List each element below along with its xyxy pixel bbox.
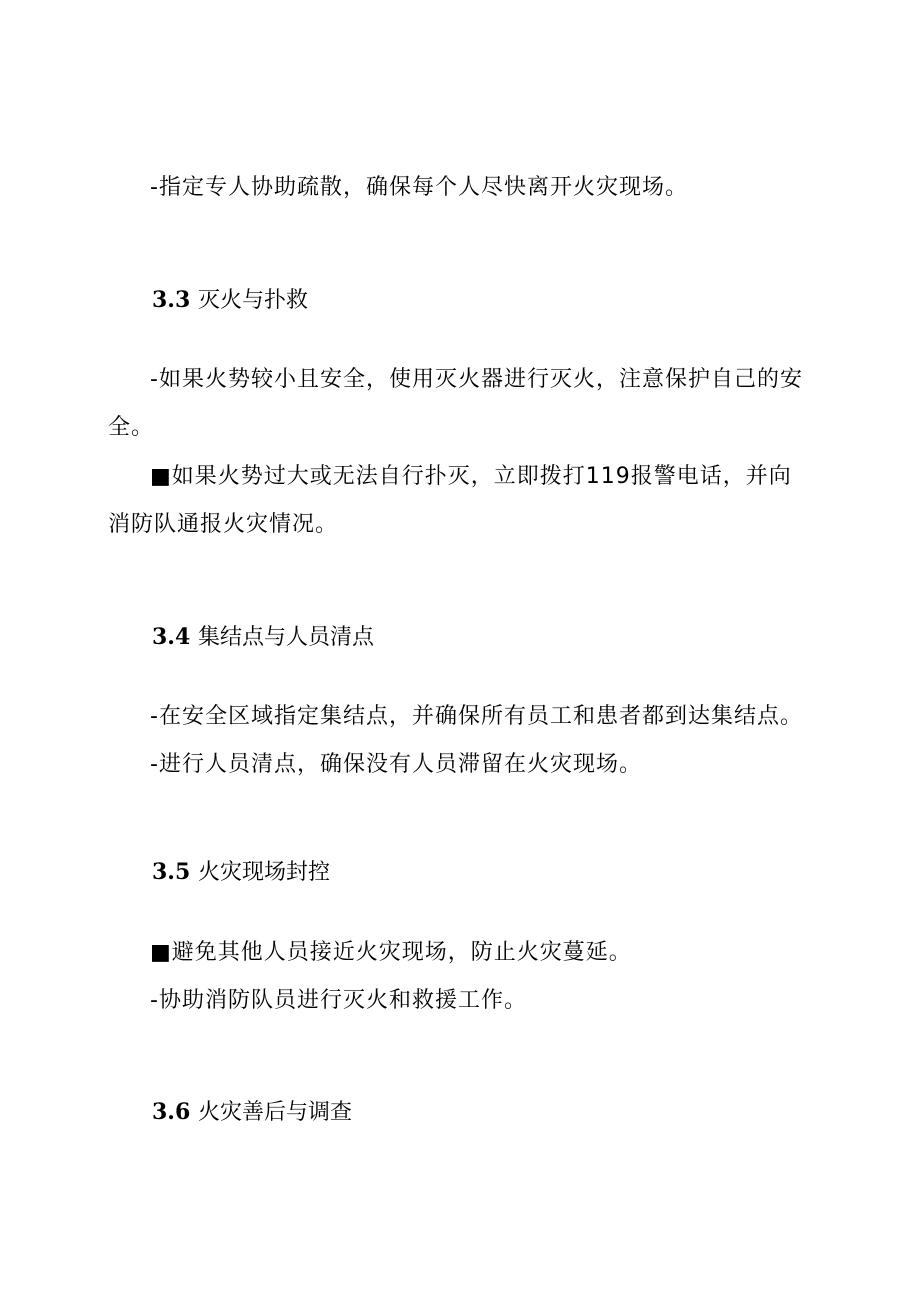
section-heading-3-3 — [152, 286, 308, 315]
paragraph-extinguish-small-fire-cont: 全。 — [108, 415, 155, 440]
section-heading-3-4 — [152, 623, 374, 652]
section-title: 火灾善后与调查 — [198, 1100, 353, 1125]
section-heading-3-5 — [152, 858, 330, 887]
section-heading-3-6 — [152, 1098, 352, 1127]
paragraph-call-119-cont: 消防队通报火灾情况。 — [108, 512, 339, 537]
section-title: 灭火与扑救 — [198, 288, 309, 313]
section-number: 3.4 — [152, 624, 191, 650]
section-title: 集结点与人员清点 — [198, 625, 375, 650]
section-title: 火灾现场封控 — [198, 860, 331, 885]
section-number: 3.6 — [152, 1099, 191, 1125]
paragraph-evacuation-assist: -指定专人协助疏散，确保每个人尽快离开火灾现场。 — [150, 175, 688, 200]
section-number: 3.3 — [152, 287, 191, 313]
paragraph-call-119: ■如果火势过大或无法自行扑灭，立即拨打119报警电话，并向 — [150, 464, 792, 489]
paragraph-assembly-point: -在安全区域指定集结点，并确保所有员工和患者都到达集结点。 — [150, 704, 803, 729]
paragraph-keep-people-away: ■避免其他人员接近火灾现场，防止火灾蔓延。 — [150, 940, 632, 965]
paragraph-extinguish-small-fire: -如果火势较小且安全，使用灭火器进行灭火，注意保护自己的安 — [150, 367, 803, 392]
section-number: 3.5 — [152, 859, 191, 885]
paragraph-assist-firefighters: -协助消防队员进行灭火和救援工作。 — [150, 988, 527, 1013]
paragraph-headcount: -进行人员清点，确保没有人员滞留在火灾现场。 — [150, 752, 642, 777]
